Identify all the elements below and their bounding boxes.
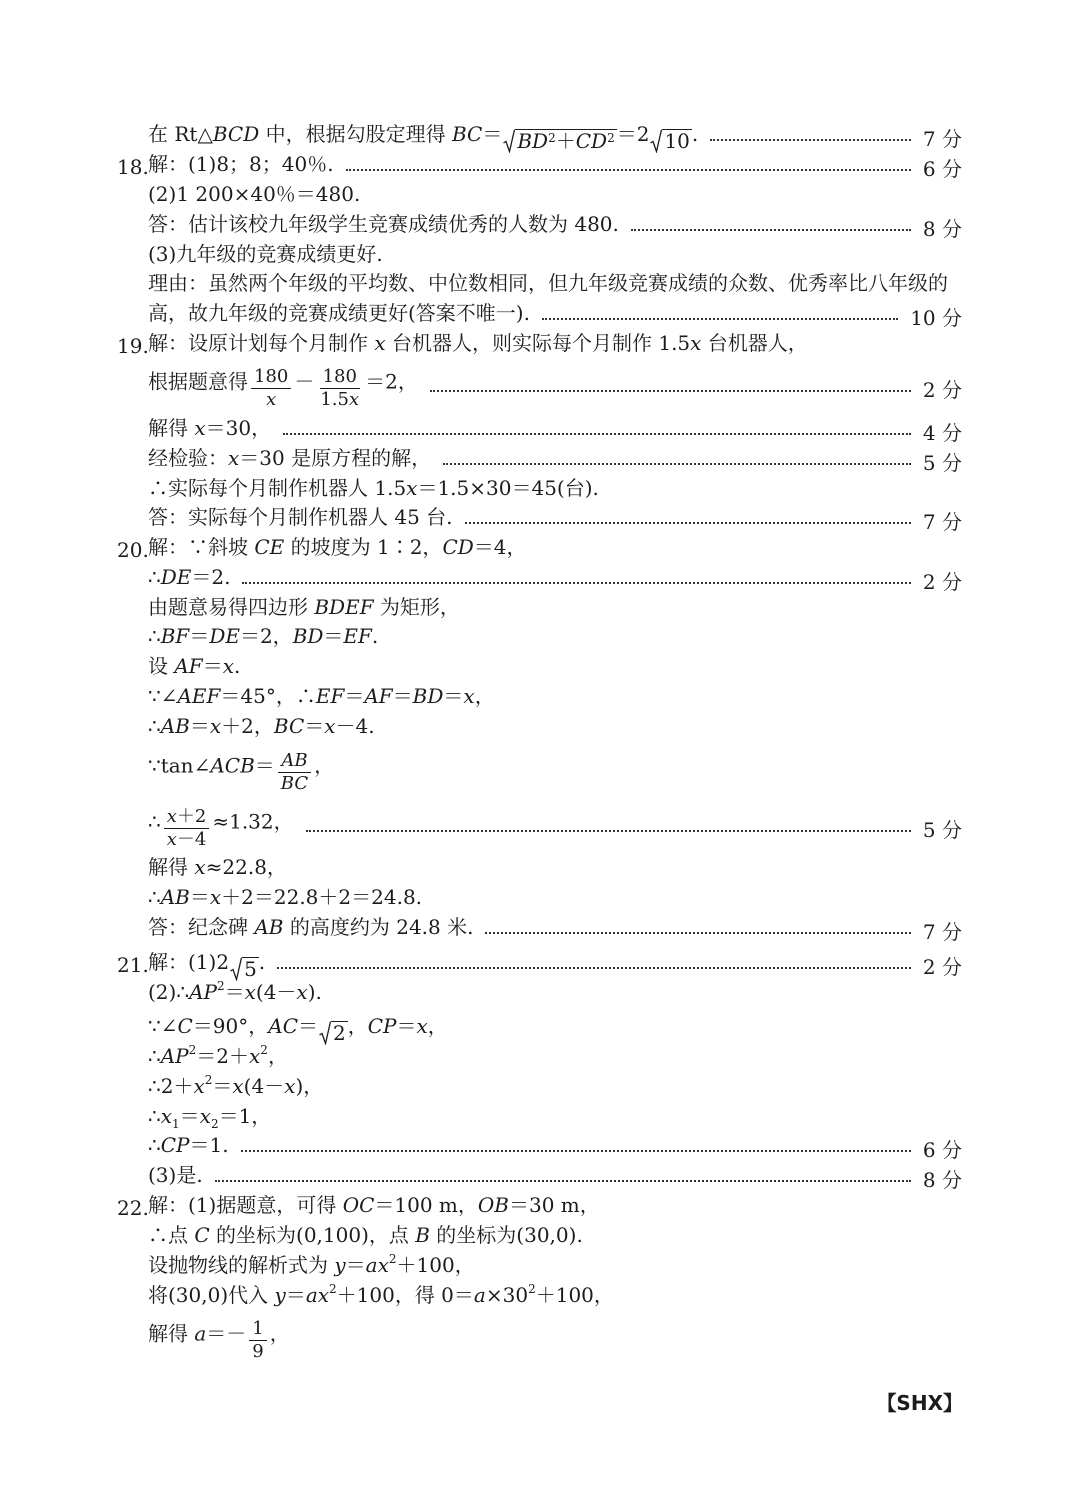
math-variable: DE (209, 623, 240, 648)
math-variable: CE (254, 534, 285, 559)
text-run: ＋2＝22.8＋2＝24.8. (221, 884, 423, 909)
math-variable: x (463, 683, 475, 708)
line-content (148, 366, 418, 411)
text-run: ＝1.5×30＝45(台). (417, 475, 599, 500)
text-run: 高，故九年级的竞赛成绩更好(答案不唯一). (148, 300, 530, 325)
fraction-numerator: 180 (320, 366, 360, 389)
text-run: ＝2， (239, 623, 293, 648)
score-label: 2 分 (922, 954, 962, 979)
text-run: ∴2＋ (148, 1073, 194, 1098)
line-content (148, 1280, 614, 1317)
answer-line (148, 182, 962, 212)
math-variable: ax (365, 1252, 389, 1277)
line-content (148, 912, 473, 949)
dot-leader (631, 229, 911, 231)
text-run: 解：(1)2 (148, 949, 230, 974)
text-run: 解得 (148, 1321, 195, 1345)
answer-line (117, 950, 962, 980)
dot-leader (306, 830, 911, 832)
text-run: ＝ (482, 121, 503, 146)
text-run: 由题意易得四边形 (148, 594, 315, 619)
math-variable: AC (268, 1013, 298, 1038)
answer-line (148, 1104, 962, 1134)
line-content (148, 328, 808, 365)
answer-line (148, 855, 962, 885)
text-run: ∴ (148, 884, 161, 909)
math-variable: DE (160, 564, 192, 589)
answer-line (148, 915, 962, 945)
text-run: 解：(1)据题意，可得 (148, 1192, 343, 1217)
text-run: ＝ (212, 1073, 233, 1098)
math-variable: x (690, 330, 702, 355)
line-content (148, 711, 375, 748)
text-run: 设抛物线的解析式为 (148, 1252, 335, 1277)
text-run: ＝ (443, 683, 464, 708)
text-run: 经检验： (148, 445, 228, 470)
radicand: 10 (664, 128, 690, 153)
score-label: 7 分 (922, 126, 962, 151)
math-variable: x (194, 854, 206, 879)
math-variable: x (166, 828, 177, 850)
text-run: ＝ (202, 653, 223, 678)
dot-leader (430, 390, 911, 392)
dot-leader (542, 318, 898, 320)
radical-sign-icon (503, 129, 515, 153)
math-variable: x (296, 979, 308, 1004)
score-label: 6 分 (922, 1137, 962, 1162)
math-variable: x (232, 1073, 244, 1098)
text-run: 在 Rt△ (148, 121, 213, 146)
text-run: 的坐标为(0,100)，点 (209, 1222, 416, 1247)
text-run: ＝ (179, 1103, 200, 1128)
score-label: 2 分 (922, 569, 962, 594)
subscript: 2 (210, 1116, 219, 1131)
text-run: ＋2， (221, 713, 274, 738)
answer-line (148, 654, 962, 684)
math-variable: BF (160, 623, 190, 648)
text-run: ＝4， (473, 534, 527, 559)
math-variable: BD (292, 623, 324, 648)
text-run: ≈22.8， (205, 854, 287, 879)
math-variable: ax (305, 1282, 330, 1307)
subscript: 1 (172, 1116, 180, 1131)
answer-line (148, 800, 962, 856)
paper-code: 【SHX】 (876, 1391, 963, 1415)
math-variable: x (416, 1013, 428, 1038)
line-content (148, 750, 334, 795)
text-run: (4－ (255, 979, 297, 1004)
answer-line (148, 624, 962, 654)
math-variable: x (324, 713, 336, 738)
fraction (251, 366, 291, 411)
math-variable: x (209, 884, 222, 909)
dot-leader (283, 433, 911, 435)
text-run: 根据题意得 (148, 369, 248, 393)
text-run: ×30 (485, 1282, 529, 1307)
text-run: 为矩形， (373, 594, 460, 619)
text-run: ＝2＋ (196, 1043, 250, 1068)
dot-leader (346, 169, 911, 171)
score-label: 6 分 (922, 156, 962, 181)
question-number: 18. (117, 155, 149, 179)
superscript: 2 (188, 1042, 197, 1057)
text-run: )， (295, 1073, 324, 1098)
text-run: ∴ (148, 1043, 161, 1068)
math-variable: CD (442, 534, 474, 559)
answer-line (148, 360, 962, 416)
text-run: 答：纪念碑 (148, 914, 255, 939)
dot-leader (710, 139, 911, 141)
text-run: ＝100 m， (374, 1192, 478, 1217)
text-run: ∵tan∠ (148, 753, 211, 777)
text-run: (3)是. (148, 1162, 203, 1187)
answer-line (117, 1193, 962, 1223)
superscript: 2 (388, 1251, 397, 1266)
text-run: (2)∴ (148, 979, 190, 1004)
text-run: ＝ (298, 1013, 318, 1038)
answer-line (148, 1223, 962, 1253)
dot-leader (242, 582, 910, 584)
text-run: ＋2 (176, 805, 207, 827)
text-run: ∴实际每个月制作机器人 1.5 (148, 475, 407, 500)
radical-sign-icon (650, 129, 662, 153)
text-run: . (258, 949, 266, 974)
fraction-numerator: AB (278, 750, 310, 773)
text-run: ， (267, 1043, 288, 1068)
text-run: 中，根据勾股定理得 (259, 121, 452, 146)
text-run: ＝ (304, 713, 325, 738)
text-run: ＋ (555, 128, 576, 153)
math-variable: a (194, 1321, 207, 1345)
math-variable: AB (254, 914, 284, 939)
text-run: ∵∠ (148, 1013, 178, 1038)
radical-sign-icon (319, 1021, 331, 1045)
text-run: ＝ (392, 683, 413, 708)
radicand (515, 129, 616, 153)
score-label: 5 分 (922, 450, 962, 475)
text-run: ＝1. (189, 1132, 229, 1157)
answer-line (148, 1253, 962, 1283)
text-run: ＝ (323, 623, 344, 648)
text-run: ＝1， (218, 1103, 272, 1128)
square-root (319, 1021, 348, 1045)
math-variable: AP (160, 1043, 189, 1068)
math-variable: EF (343, 623, 372, 648)
math-variable: EF (315, 683, 345, 708)
math-variable: x (193, 1073, 205, 1098)
superscript: 2 (216, 978, 225, 993)
text-run: ， (427, 1013, 448, 1038)
math-variable: x (284, 1073, 296, 1098)
math-variable: CD (575, 128, 608, 153)
text-run: ≈1.32， (212, 809, 294, 833)
square-root (650, 129, 691, 153)
text-run: 的坐标为(30,0). (429, 1222, 583, 1247)
text-run: ＝30， (205, 415, 272, 440)
math-variable: y (274, 1282, 286, 1307)
text-run: ， (347, 1013, 368, 1038)
answer-line (148, 271, 962, 301)
math-variable: x (349, 388, 360, 410)
answer-line (148, 684, 962, 714)
text-run: 将(30,0)代入 (148, 1282, 275, 1307)
square-root (503, 129, 616, 153)
math-variable: x (406, 475, 418, 500)
answer-line (148, 744, 962, 800)
text-run: ＝ (224, 979, 245, 1004)
text-run: 解得 (148, 854, 195, 879)
question-number: 21. (117, 953, 149, 977)
score-label: 5 分 (922, 817, 962, 842)
text-run: 设 (148, 653, 175, 678)
superscript: 2 (607, 130, 615, 145)
dot-leader (277, 967, 911, 969)
superscript: 2 (528, 1281, 536, 1296)
score-label: 8 分 (922, 1167, 962, 1192)
fraction-numerator: 1 (249, 1318, 266, 1341)
text-run: ∴ (148, 623, 161, 648)
answer-line (117, 535, 962, 565)
dot-leader (215, 1180, 911, 1182)
math-variable: x (199, 1103, 211, 1128)
math-variable: AP (189, 979, 217, 1004)
text-run: ＝ (254, 753, 275, 777)
answer-line (148, 416, 962, 446)
line-content (148, 806, 294, 851)
dot-leader (241, 1150, 911, 1152)
dot-leader (443, 463, 911, 465)
fraction-denominator (164, 829, 210, 851)
math-variable: x (222, 653, 234, 678)
fraction-denominator (317, 389, 362, 411)
math-variable: AF (364, 683, 393, 708)
text-run: ∴ (148, 1132, 161, 1157)
answer-line (148, 1014, 962, 1044)
question-number: 20. (117, 538, 149, 562)
text-run: ＝90°， (192, 1013, 269, 1038)
dot-leader (465, 522, 911, 524)
text-run: －4 (176, 828, 207, 850)
math-variable: OB (477, 1192, 509, 1217)
answer-line (117, 152, 962, 182)
answer-line (148, 446, 962, 476)
text-run: 解：∵斜坡 (148, 534, 255, 559)
text-run: － (294, 369, 315, 393)
text-run: 解：设原计划每个月制作 (148, 330, 375, 355)
answer-line (148, 1283, 962, 1313)
answer-line (148, 885, 962, 915)
text-run: ＝2， (365, 369, 418, 393)
text-run: ， (474, 683, 495, 708)
text-run: 解：(1)8；8；40％. (148, 151, 334, 176)
score-label: 2 分 (922, 377, 962, 402)
math-variable: AF (174, 653, 203, 678)
text-run: . (371, 623, 379, 648)
fraction-denominator: 9 (252, 1340, 264, 1362)
text-run: 的坡度为 1∶2， (284, 534, 443, 559)
text-run: 台机器人，则实际每个月制作 1.5 (385, 330, 691, 355)
answer-line (148, 714, 962, 744)
text-run: ＝ (189, 884, 210, 909)
text-run: ， (269, 1321, 290, 1345)
text-run: ). (307, 979, 322, 1004)
math-variable: BD (517, 128, 549, 153)
math-variable: x (228, 445, 240, 470)
answer-line (148, 980, 962, 1010)
text-run: ＝－ (206, 1321, 247, 1345)
math-variable: x (194, 415, 206, 440)
answer-line (148, 1044, 962, 1074)
fraction (278, 750, 311, 795)
answer-line (148, 1074, 962, 1104)
text-run: 1.5 (320, 388, 349, 410)
math-variable: C (177, 1013, 193, 1038)
answer-line (148, 212, 962, 242)
math-variable: AB (160, 713, 190, 738)
answer-line (117, 331, 962, 361)
text-run: ＝ (344, 683, 365, 708)
superscript: 2 (548, 130, 556, 145)
text-run: ＋100， (535, 1282, 614, 1307)
answer-line (148, 122, 962, 152)
math-variable: x (244, 979, 256, 1004)
math-variable: CP (367, 1013, 397, 1038)
text-run: (4－ (243, 1073, 285, 1098)
text-run: ＝ (189, 713, 210, 738)
text-run: －4. (335, 713, 375, 738)
superscript: 2 (329, 1281, 337, 1296)
math-variable: AEF (177, 683, 221, 708)
math-variable: y (334, 1252, 346, 1277)
answer-line (148, 565, 962, 595)
text-run: ＝ (189, 623, 210, 648)
text-run: ∴ (148, 564, 161, 589)
radicand: 2 (333, 1020, 346, 1045)
answer-line (148, 1312, 962, 1368)
text-run: ＝ (285, 1282, 306, 1307)
superscript: 2 (204, 1072, 213, 1087)
score-label: 10 分 (910, 305, 962, 330)
math-variable: OC (342, 1192, 375, 1217)
text-run: ＝ (396, 1013, 417, 1038)
text-run: ， (314, 753, 335, 777)
text-run: 答：实际每个月制作机器人 45 台. (148, 504, 453, 529)
math-variable: x (160, 1103, 173, 1128)
math-variable: ACB (210, 753, 255, 777)
text-run: ＝30 m， (508, 1192, 600, 1217)
line-content (148, 977, 322, 1014)
text-run: ＋100， (396, 1252, 475, 1277)
text-run: 解得 (148, 415, 195, 440)
text-run: ＝2. (191, 564, 231, 589)
text-run: ＝30 是原方程的解， (239, 445, 432, 470)
math-variable: x (209, 713, 222, 738)
math-variable: C (194, 1222, 210, 1247)
score-label: 7 分 (922, 919, 962, 944)
line-content (148, 1318, 290, 1363)
math-variable: x (166, 805, 177, 827)
text-run: ∴ (148, 713, 161, 738)
text-run: ＋100，得 0＝ (336, 1282, 474, 1307)
fraction (164, 806, 210, 851)
dot-leader (485, 932, 910, 934)
text-run: 台机器人， (701, 330, 808, 355)
fraction (249, 1318, 266, 1363)
math-variable: BD (412, 683, 444, 708)
text-run: 的高度约为 24.8 米. (283, 914, 474, 939)
fraction-numerator (164, 806, 210, 829)
math-variable: BCD (212, 121, 260, 146)
radicand: 5 (244, 956, 257, 981)
text-run: ＝2 (616, 121, 650, 146)
answer-line (148, 301, 962, 331)
text-run: ∴ (148, 1103, 161, 1128)
text-run: (2)1 200×40％＝480. (148, 181, 361, 206)
text-run: 答：估计该校九年级学生竞赛成绩优秀的人数为 480. (148, 211, 619, 236)
math-variable: CP (160, 1132, 190, 1157)
math-variable: x (249, 1043, 261, 1068)
answer-line (148, 1133, 962, 1163)
text-run: . (233, 653, 241, 678)
text-run: ∴ (148, 809, 161, 833)
math-variable: B (415, 1222, 430, 1247)
text-run: (3)九年级的竞赛成绩更好. (148, 241, 383, 266)
text-run: ∴点 (148, 1222, 195, 1247)
math-variable: BDEF (314, 594, 374, 619)
text-run: ＝45°，∴ (220, 683, 316, 708)
fraction-denominator: x (266, 388, 277, 410)
math-variable: a (473, 1282, 486, 1307)
fraction-denominator: BC (280, 772, 309, 794)
answer-line (148, 505, 962, 535)
score-label: 8 分 (922, 216, 962, 241)
text-run: ∵∠ (148, 683, 178, 708)
math-variable: x (374, 330, 386, 355)
text-run: . (691, 121, 699, 146)
text-run: ＝ (345, 1252, 366, 1277)
math-variable: BC (451, 121, 483, 146)
superscript: 2 (260, 1042, 268, 1057)
answer-line (148, 1163, 962, 1193)
score-label: 7 分 (922, 509, 962, 534)
question-number: 19. (117, 334, 149, 358)
fraction-numerator: 180 (251, 366, 291, 389)
score-label: 4 分 (922, 420, 962, 445)
math-variable: BC (273, 713, 305, 738)
fraction (317, 366, 362, 411)
math-variable: AB (160, 884, 190, 909)
text-run: 理由：虽然两个年级的平均数、中位数相同，但九年级竞赛成绩的众数、优秀率比八年级的 (148, 270, 948, 295)
question-number: 22. (117, 1196, 149, 1220)
